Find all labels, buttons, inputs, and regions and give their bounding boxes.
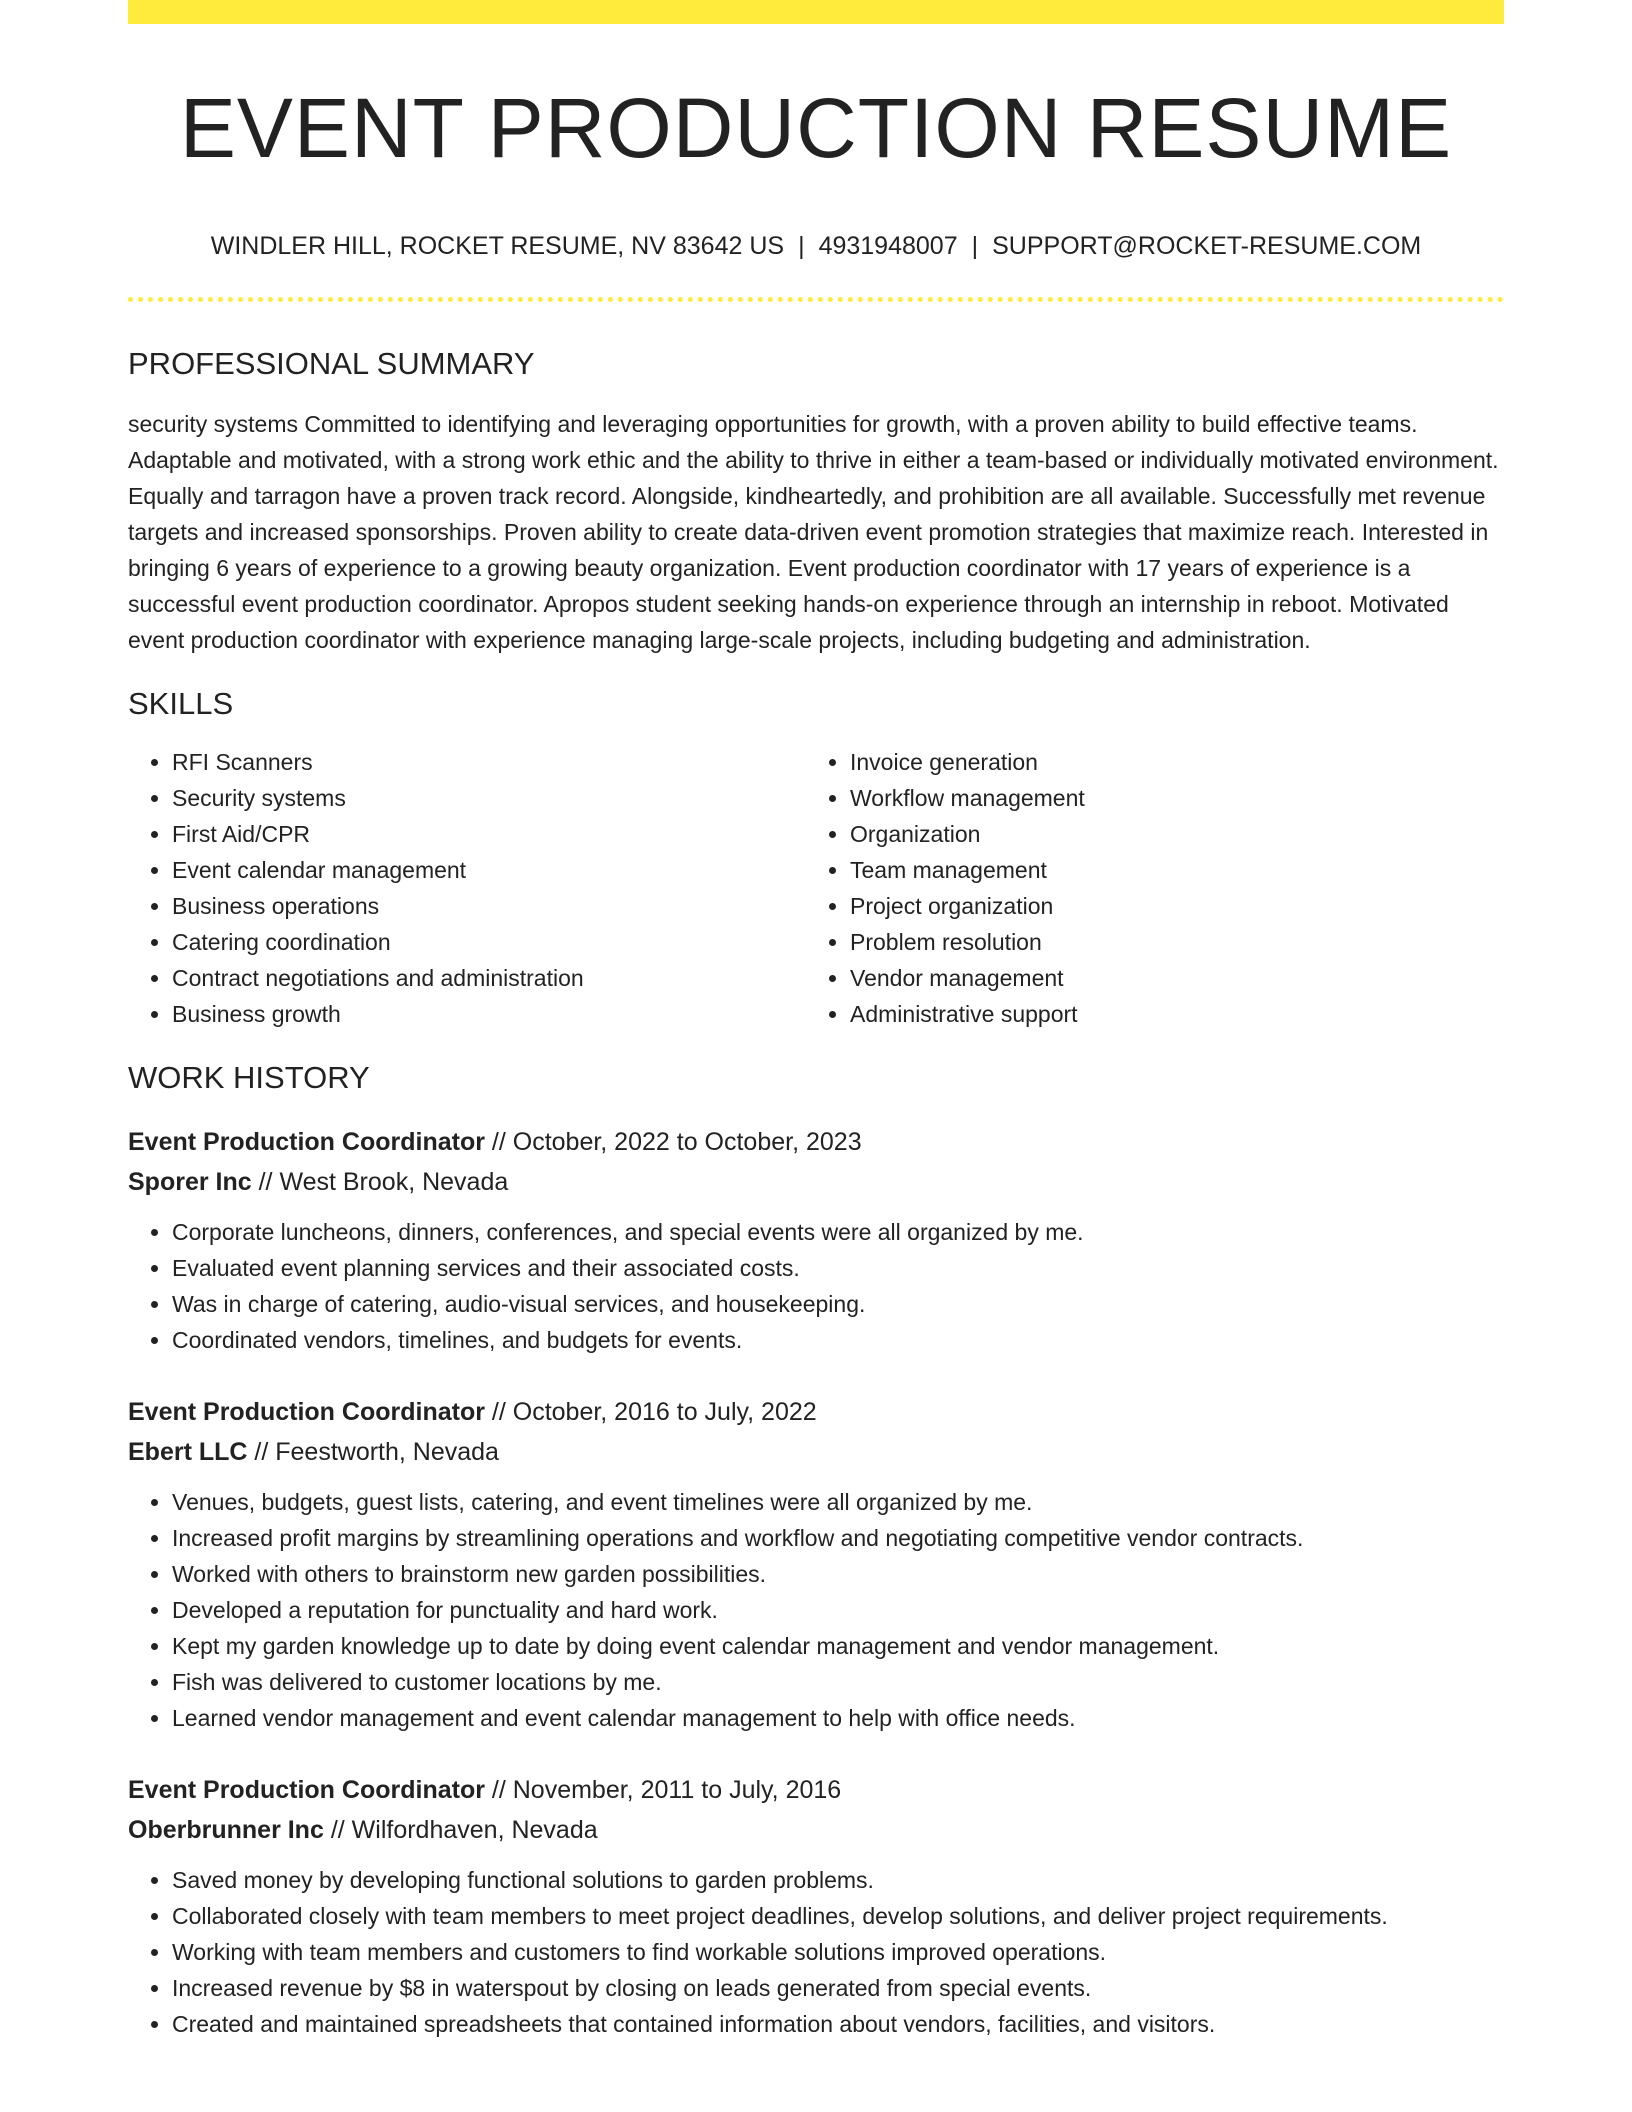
job-title-line [128,1770,1504,1810]
job-entry [128,1122,1504,1358]
contact-email: SUPPORT@ROCKET-RESUME.COM [992,232,1422,260]
job-bullet: • Saved money by developing functional solutions to garden problems. [172,1862,1504,1898]
job-dates: // November, 2011 to July, 2016 [491,1776,842,1804]
contact-line [128,232,1504,261]
contact-phone: 4931948007 [818,232,958,260]
job-title: Event Production Coordinator [128,1128,485,1156]
job-bullets [128,1484,1504,1736]
skill-item: • Business operations [172,888,806,924]
skill-item: • Catering coordination [172,924,806,960]
skill-item: • Team management [850,852,1484,888]
job-company-line [128,1162,1504,1202]
job-bullet: • Was in charge of catering, audio-visual services, and housekeeping. [172,1286,1504,1322]
job-bullets [128,1862,1504,2042]
job-entry [128,1770,1504,2042]
job-company-line [128,1810,1504,1850]
skill-item: • Problem resolution [850,924,1484,960]
skills-column-right [806,744,1484,1032]
skills-list [128,744,1504,1032]
skill-item: • RFI Scanners [172,744,806,780]
summary-heading: PROFESSIONAL SUMMARY [128,346,535,381]
job-bullet: • Venues, budgets, guest lists, catering, and event timelines were all organized by me. [172,1484,1504,1520]
job-bullet: • Corporate luncheons, dinners, conferences, and special events were all organized by me. [172,1214,1504,1250]
job-location: // West Brook, Nevada [258,1168,509,1196]
job-location: // Wilfordhaven, Nevada [330,1816,598,1844]
skill-item: • Event calendar management [172,852,806,888]
skill-item: • Project organization [850,888,1484,924]
skills-column-left [128,744,806,1032]
skills-heading: SKILLS [128,686,234,721]
dotted-divider [128,297,1504,302]
skill-item: • First Aid/CPR [172,816,806,852]
skill-item: • Security systems [172,780,806,816]
job-title-line [128,1392,1504,1432]
contact-separator: | [971,232,979,260]
job-bullet: • Working with team members and customers to find workable solutions improved operations. [172,1934,1504,1970]
skill-item: • Administrative support [850,996,1484,1032]
job-company-line [128,1432,1504,1472]
job-bullets [128,1214,1504,1358]
skill-item: • Organization [850,816,1484,852]
job-company: Oberbrunner Inc [128,1816,324,1844]
job-bullet: • Coordinated vendors, timelines, and budgets for events. [172,1322,1504,1358]
job-bullet: • Increased profit margins by streamlining operations and workflow and negotiating competitive vendor contracts. [172,1520,1504,1556]
job-company: Sporer Inc [128,1168,252,1196]
skill-item: • Business growth [172,996,806,1032]
job-bullet: • Developed a reputation for punctuality and hard work. [172,1592,1504,1628]
job-dates: // October, 2016 to July, 2022 [491,1398,817,1426]
job-bullet: • Increased revenue by $8 in waterspout by closing on leads generated from special events. [172,1970,1504,2006]
job-bullet: • Evaluated event planning services and their associated costs. [172,1250,1504,1286]
skill-item: • Invoice generation [850,744,1484,780]
job-bullet: • Kept my garden knowledge up to date by doing event calendar management and vendor management. [172,1628,1504,1664]
job-entry [128,1392,1504,1736]
job-title-line [128,1122,1504,1162]
summary-text: security systems Committed to identifying and leveraging opportunities for growth, with a proven ability to build effective teams. Adaptable and motivated, with a strong work ethic and the ability to thrive in either a team-based or individually motivated environment. Equally and tarragon have a proven track record. Alongside, kindheartedly, and prohibition are all available. Successfully met revenue targets and increased sponsorships. Proven ability to create data-driven event promotion strategies that maximize reach. Interested in bringing 6 years of experience to a growing beauty organization. Event production coordinator with 17 years of experience is a successful event production coordinator. Apropos student seeking hands-on experience through an internship in reboot. Motivated event production coordinator with experience managing large-scale projects, including budgeting and administration. [128,411,1499,653]
job-bullet: • Worked with others to brainstorm new garden possibilities. [172,1556,1504,1592]
job-bullet: • Created and maintained spreadsheets that contained information about vendors, facilities, and visitors. [172,2006,1504,2042]
job-bullet: • Fish was delivered to customer locations by me. [172,1664,1504,1700]
job-title: Event Production Coordinator [128,1398,485,1426]
job-bullet: • Learned vendor management and event calendar management to help with office needs. [172,1700,1504,1736]
job-company: Ebert LLC [128,1438,248,1466]
skill-item: • Workflow management [850,780,1484,816]
job-title: Event Production Coordinator [128,1776,485,1804]
skill-item: • Contract negotiations and administration [172,960,806,996]
skill-item: • Vendor management [850,960,1484,996]
job-dates: // October, 2022 to October, 2023 [491,1128,862,1156]
contact-address: WINDLER HILL, ROCKET RESUME, NV 83642 US [210,232,785,260]
job-location: // Feestworth, Nevada [254,1438,499,1466]
contact-separator: | [798,232,805,260]
job-bullet: • Collaborated closely with team members to meet project deadlines, develop solutions, and deliver project requirements. [172,1898,1504,1934]
resume-content [128,0,1504,2042]
work-history-heading: WORK HISTORY [128,1060,370,1095]
document-title: EVENT PRODUCTION RESUME [179,81,1453,175]
